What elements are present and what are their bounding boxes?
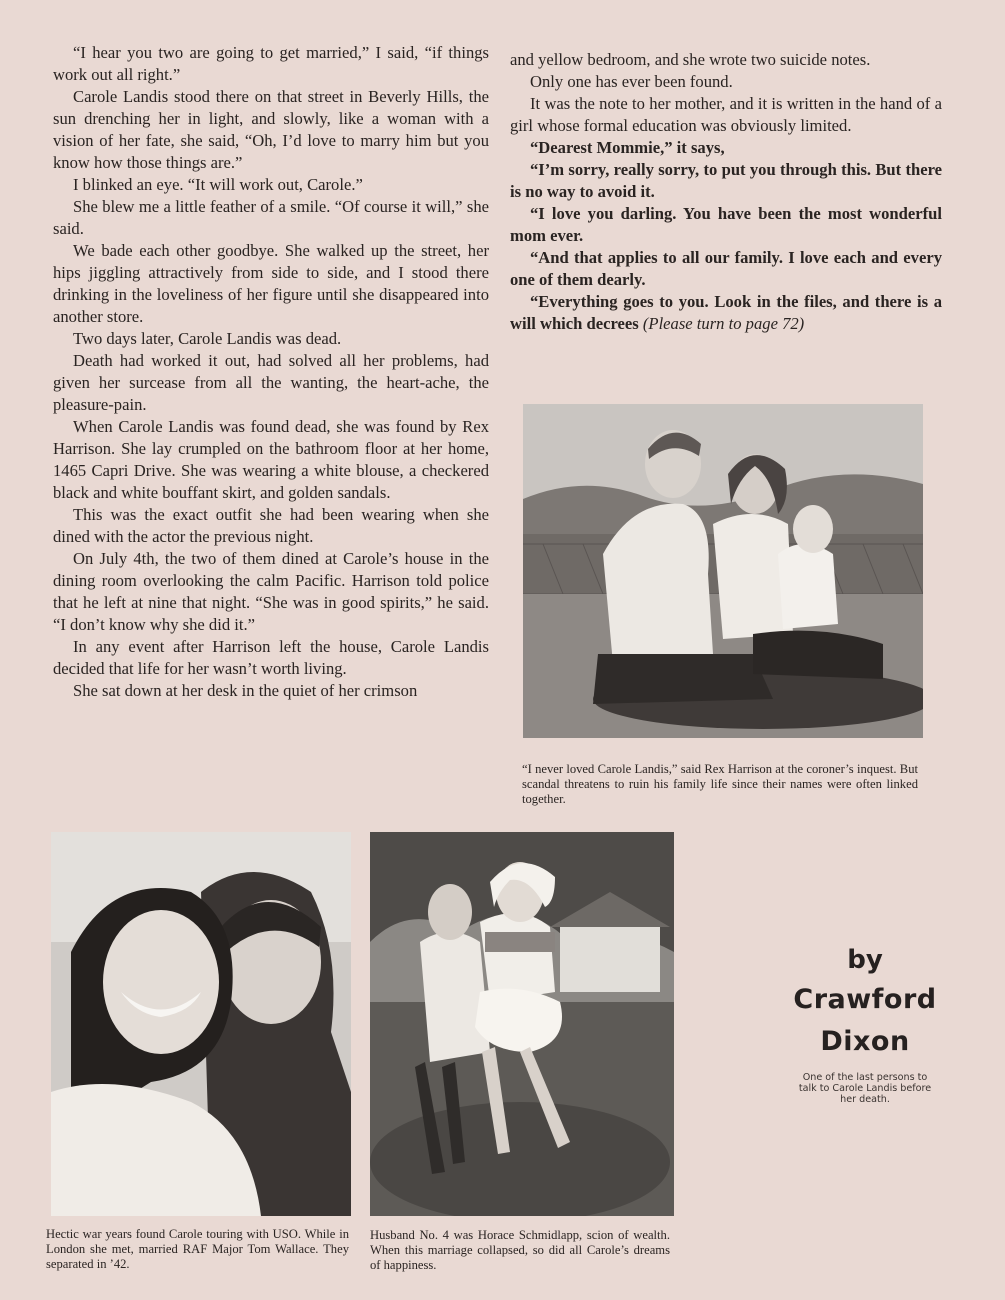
paragraph: Carole Landis stood there on that street in Beverly Hills, the sun drenching her in light, and slowly, like a woman with a vision of her fate, she said, “Oh, I’d love to marry him but you know how those things are.”	[53, 87, 489, 172]
note-quote: “And that applies to all our family. I love each and every one of them dearly.	[510, 248, 942, 289]
photo-carole-and-wallace	[51, 832, 351, 1216]
author-first-name: Crawford	[793, 984, 937, 1015]
paragraph: “I hear you two are going to get married,” I said, “if things work out all right.”	[53, 43, 489, 84]
note-quote: “I’m sorry, really sorry, to put you through this. But there is no way to avoid it.	[510, 160, 942, 201]
paragraph: and yellow bedroom, and she wrote two suicide notes.	[510, 50, 871, 69]
paragraph: This was the exact outfit she had been wearing when she dined with the actor the previous night.	[53, 505, 489, 546]
photo-carole-and-schmidlapp-image	[370, 832, 674, 1216]
author-note: One of the last persons to talk to Carole Landis before her death.	[798, 1072, 932, 1105]
article-right-column	[510, 49, 942, 335]
paragraph: In any event after Harrison left the house, Carole Landis decided that life for her wasn’t worth living.	[53, 637, 489, 678]
article-left-column	[53, 42, 489, 702]
note-quote: “I love you darling. You have been the most wonderful mom ever.	[510, 204, 942, 245]
paragraph: When Carole Landis was found dead, she was found by Rex Harrison. She lay crumpled on the bathroom floor at her home, 1465 Capri Drive. She was wearing a white blouse, a checkered black and white bouffant skirt, and golden sandals.	[53, 417, 489, 502]
paragraph: She sat down at her desk in the quiet of her crimson	[73, 681, 418, 700]
photo-carole-and-wallace-image	[51, 832, 351, 1216]
note-quote	[510, 291, 942, 335]
photo-harrison-family	[523, 404, 923, 738]
note-quote: “Dearest Mommie,” it says,	[530, 138, 725, 157]
paragraph: On July 4th, the two of them dined at Carole’s house in the dining room overlooking the calm Pacific. Harrison told police that he left at nine that night. “She was in good spirits,” he said. “I don’t know why she did it.”	[53, 549, 489, 634]
paragraph: I blinked an eye. “It will work out, Carole.”	[73, 175, 363, 194]
paragraph: We bade each other goodbye. She walked up the street, her hips jiggling attractively from side to side, and I stood there drinking in the loveliness of her figure until she disappeared into another store.	[53, 241, 489, 326]
byline-by: by	[847, 945, 883, 975]
paragraph: It was the note to her mother, and it is written in the hand of a girl whose formal education was obviously limited.	[510, 94, 942, 135]
continued-link[interactable]: (Please turn to page 72)	[642, 314, 805, 333]
caption-schmidlapp: Husband No. 4 was Horace Schmidlapp, scion of wealth. When this marriage collapsed, so did all Carole’s dreams of happiness.	[370, 1228, 670, 1272]
paragraph: Death had worked it out, had solved all her problems, had given her surcease from all the wanting, the heart-ache, the pleasure-pain.	[53, 351, 489, 414]
caption-wallace: Hectic war years found Carole touring with USO. While in London she met, married RAF Major Tom Wallace. They separated in ’42.	[46, 1227, 349, 1271]
photo-carole-and-schmidlapp	[370, 832, 674, 1216]
paragraph: Only one has ever been found.	[530, 72, 733, 91]
paragraph: She blew me a little feather of a smile. “Of course it will,” she said.	[53, 197, 489, 238]
note-quote-text: “Everything goes to you. Look in the files, and there is a will which decrees	[510, 292, 942, 333]
paragraph: Two days later, Carole Landis was dead.	[73, 329, 342, 348]
photo-harrison-family-image	[523, 404, 923, 738]
caption-harrison: “I never loved Carole Landis,” said Rex Harrison at the coroner’s inquest. But scandal threatens to ruin his family life since their names were often linked together.	[522, 762, 918, 806]
author-last-name: Dixon	[820, 1026, 910, 1057]
